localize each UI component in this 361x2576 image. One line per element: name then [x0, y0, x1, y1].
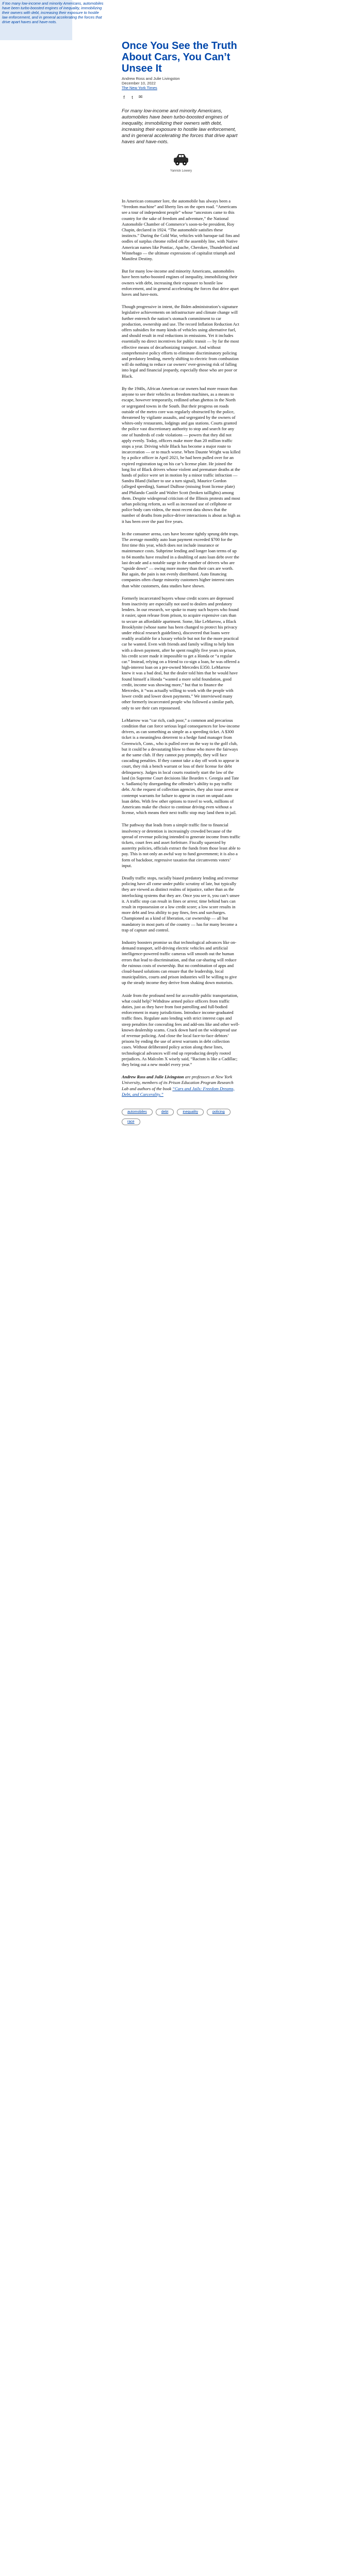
share-row — [122, 94, 240, 100]
paragraph: In American consumer lore, the automobile has always been a “freedom machine” and liberty lies on the open road. “Americans see a tour of independent people” whose “ancestors came to this country for the sake of freedom and adventure,” the National Automobile Chamber of Commerce’s soon-to-be president, Roy Chapin, declared in 1924. “The automobile satisfies these instincts.” During the Cold War, vehicles with baroque tail fins and oodles of surplus chrome rolled off the assembly line, with Native American names like Pontiac, Apache, Cherokee, Thunderbird and Winnebago — the ultimate expressions of capitalist triumph and Manifest Destiny. — [122, 198, 240, 262]
paragraph: In the consumer arena, cars have become tightly sprung debt traps. The average monthly auto loan payment exceeded $700 for the first time this year, which does not include insurance or maintenance costs. Subprime lending and longer loan terms of up to 84 months have resulted in a doubling of auto loan debt over the last decade and a notable surge in the number of drivers who are “upside down” — owing more money than their cars are worth. But again, the pain is not evenly distributed. Auto financing companies often charge minority customers higher interest rates than white customers, data studies have shown. — [122, 531, 239, 588]
figure-caption: Yannick Lowery — [170, 170, 192, 173]
article-body — [122, 198, 240, 1067]
car-illustration-icon — [171, 150, 191, 168]
hero-caption: If too many low-income and minority Americans, automobiles have been turbo-boosted engines of inequality, immobilizing their owners with debt, increasing their exposure to hostile law enforcement, and in general accelerating the forces that drive apart haves and have-nots. — [2, 1, 104, 24]
bio-names: Andrew Ross and Julie Livingston — [122, 1074, 184, 1080]
article-title: Once You See the Truth About Cars, You Can’t Unsee It — [122, 40, 237, 74]
paragraph: By the 1940s, African American car owners had more reason than anyone to see their vehicles as freedom machines, as a means to escape, however temporarily, redlined urban ghettos in the North or segregated towns in the South. But their progress on roads outside of the metro core was regularly obstructed by the police, threatened by vigilante assaults, and segregated by the owners of whites-only restaurants, lodgings and gas stations. Courts granted the police vast discretionary authority to stop and search for any one of hundreds of code violations — powers that they did not apply evenly. Today, officers make more than 20 million traffic stops a year. Driving while Black has become a major route to incarceration — or to much worse. When Daunte Wright was killed by a police officer in April 2021, he had been pulled over for an expired registration tag on his car’s license plate. He joined the long list of Black drivers whose violent and premature deaths at the hands of police were set in motion by a minor traffic infraction — Sandra Bland (failure to use a turn signal), Maurice Gordon (alleged speeding), Samuel DuBose (missing front license plate) and Philando Castile and Walter Scott (broken taillights) among them. Despite widespread criticism of the Illinois protests and most urban policing reform, as well as increased use of cellphone or police body cam videos, the most recent data shows that the number of deaths from police-driver interactions is about as high as it has been over the past five years. — [122, 385, 240, 524]
paragraph: The pathway that leads from a simple traffic fine to financial insolvency or detention is increasingly crowded because of the spread of revenue policing intended to generate income from traffic tickets, court fees and asset forfeiture. Fiscally squeezed by austerity policies, officials extract the funds from those least able to pay. This is not only an awful way to fund government; it is also a form of backdoor, regressive taxation that circumvents voters’ input. — [122, 822, 240, 868]
article-authors: Andrew Ross and Julie Livingston — [122, 76, 180, 81]
paragraph: LeMarrow was “car rich, cash poor,” a common and precarious condition that can force serious legal consequences for low-income drivers, as can something as simple as a speeding ticket. A $300 ticket is a meaningless deterrent to a hedge fund manager from Greenwich, Conn., who is pulled over on the way to the golf club, but it could be a devastating blow to those who move the fairways at the same club. If they cannot pay promptly, they will face cascading penalties. If they cannot take a day off work to appear in court, they risk a bench warrant or loss of their license for debt delinquency. Judges in local courts routinely start the law of the land (in Supreme Court decisions like Bearden v. Georgia and Tate v. Sadlanta) by disregarding the offender’s ability to pay traffic debt. At the request of collection agencies, they also issue arrest or contempt warrants for failure to appear in court on unpaid auto loan debts. With few other options to travel to work, millions of Americans make the choice to continue driving even without a license, which means their next traffic stop may land them in jail. — [122, 717, 240, 816]
tag-automobiles[interactable]: automobiles — [122, 1109, 153, 1115]
tag-inequality[interactable]: inequality — [177, 1109, 204, 1115]
paragraph: Formerly incarcerated buyers whose credit scores are depressed from inactivity are especially not used to dealers and predatory lenders. In our research, we spoke to many such buyers who found it easier, upon release from prison, to acquire expensive cars than to secure an affordable apartment. Some, like LeMarrow, a Black Brooklynite (whose name has been changed to protect his privacy under ethical research guidelines), discovered that loans were readily available for a luxury vehicle but not for the more practical car he wanted. Even with friends and family willing to help him with a down payment, after he spent roughly five years in prison, his credit score made it impossible to get a Honda or “a regular car.” Instead, relying on a friend to co-sign a loan, he was offered a high-interest loan on a pre-owned Mercedes E350. LeMarrow knew it was a bad deal, but the dealer told him that he would have found himself a Honda “wanted a more solid foundation, good credit, income was showing more,” but that to finance the Mercedes, it “was actually willing to work with the people with lower credit and lower down payments.” We interviewed many other formerly incarcerated people who followed a similar path, only to see their cars repossessed. — [122, 595, 240, 710]
bio-text: are professors at New York University, members of its Prison Education Program Research Lab and authors of the book — [122, 1074, 234, 1091]
tag-list — [122, 1109, 240, 1125]
author-bio — [122, 1074, 240, 1097]
paragraph: Aside from the profound need for accessible public transportation, what could help? Withdraw armed police officers from traffic duties, just as they have from foot patrolling and full-bodied enforcement in many jurisdictions. Introduce income-graduated traffic fines. Regulate auto lending with strict interest caps and steep penalties for concealing fees and add-ons like and other well-known dealership scams. Crack down hard on the widespread use of revenue policing. And close the local face-to-face debtors’ prisons by ending the use of arrest warrants in debt collection cases. Without deliberated policy action along these lines, technological advances will end up reproducing deeply rooted prejudices. As Malcolm X wisely said, “Racism is like a Cadillac; they bring out a new model every year.” — [122, 992, 240, 1067]
twitter-icon[interactable]: t — [132, 94, 133, 100]
byline — [122, 76, 240, 90]
tag-debt[interactable]: debt — [156, 1109, 174, 1115]
article — [122, 0, 240, 1125]
paragraph: Though progressive in intent, the Biden administration’s signature legislative achievements on infrastructure and climate change will further entrench the nation’s stomach commitment to car production, ownership and use. The record Inflation Reduction Act offers subsidies for many kinds of vehicles using alternative fuel, and should result in real reductions in emissions. Yet it includes essentially no direct incentives for public transit — by far the most effective means of decarbonizing transport. And without comprehensive policy efforts to eliminate discriminatory policing and predatory lending, merely shifting to electric from combustion will do nothing to reduce car owners’ ever-growing risk of falling into legal and financial jeopardy, especially those who are poor or Black. — [122, 304, 239, 379]
paragraph: Industry boosters promise us that technological advances like on-demand transport, self-driving electric vehicles and artificial intelligence-powered traffic cameras will smooth out the human errors that lead to discrimination, and that car-sharing will reduce the ruinous costs of ownership. But no combination of apps and cloud-based solutions can ensure that the leadership, local municipalities, courts and prison industries will be willing to give up the steady income they derive from shaking down motorists. — [122, 939, 237, 986]
publication-link[interactable]: The New York Times — [122, 86, 157, 90]
book-link[interactable]: “Cars and Jails: Freedom Dreams, Debt, and Carcerality.” — [122, 1086, 235, 1097]
article-dek: For many low-income and minority Americans, automobiles have been turbo-boosted engines of inequality, immobilizing their owners with debt, increasing their exposure to hostile law enforcement, and in general accelerating the forces that drive apart haves and have-nots. — [122, 108, 238, 145]
email-icon[interactable]: ✉ — [138, 94, 143, 99]
paragraph: Deadly traffic stops, racially biased predatory lending and revenue policing have all come under public scrutiny of late, but typically they are viewed as distinct realms of injustice, rather than as the interlocking systems that they are. Once you see it, you can’t unsee it. A traffic stop can result in fines or arrest; time behind bars can result in repossession or a low credit score; a low score results in more debt and less ability to pay fines, fees and surcharges. Championed as a kind of liberation, car ownership — all but mandatory in most parts of the country — has for many become a trap of capture and control. — [122, 875, 240, 933]
tag-policing[interactable]: policing — [207, 1109, 231, 1115]
article-figure — [122, 150, 240, 173]
paragraph: But for many low-income and minority Americans, automobiles have been turbo-boosted engines of inequality, immobilizing their owners with debt, increasing their exposure to hostile law enforcement, and in general accelerating the forces that drive apart haves and have-nots. — [122, 268, 239, 297]
tag-race[interactable]: race — [122, 1118, 140, 1125]
article-date: December 10, 2022 — [122, 81, 156, 86]
facebook-icon[interactable]: f — [123, 94, 125, 100]
